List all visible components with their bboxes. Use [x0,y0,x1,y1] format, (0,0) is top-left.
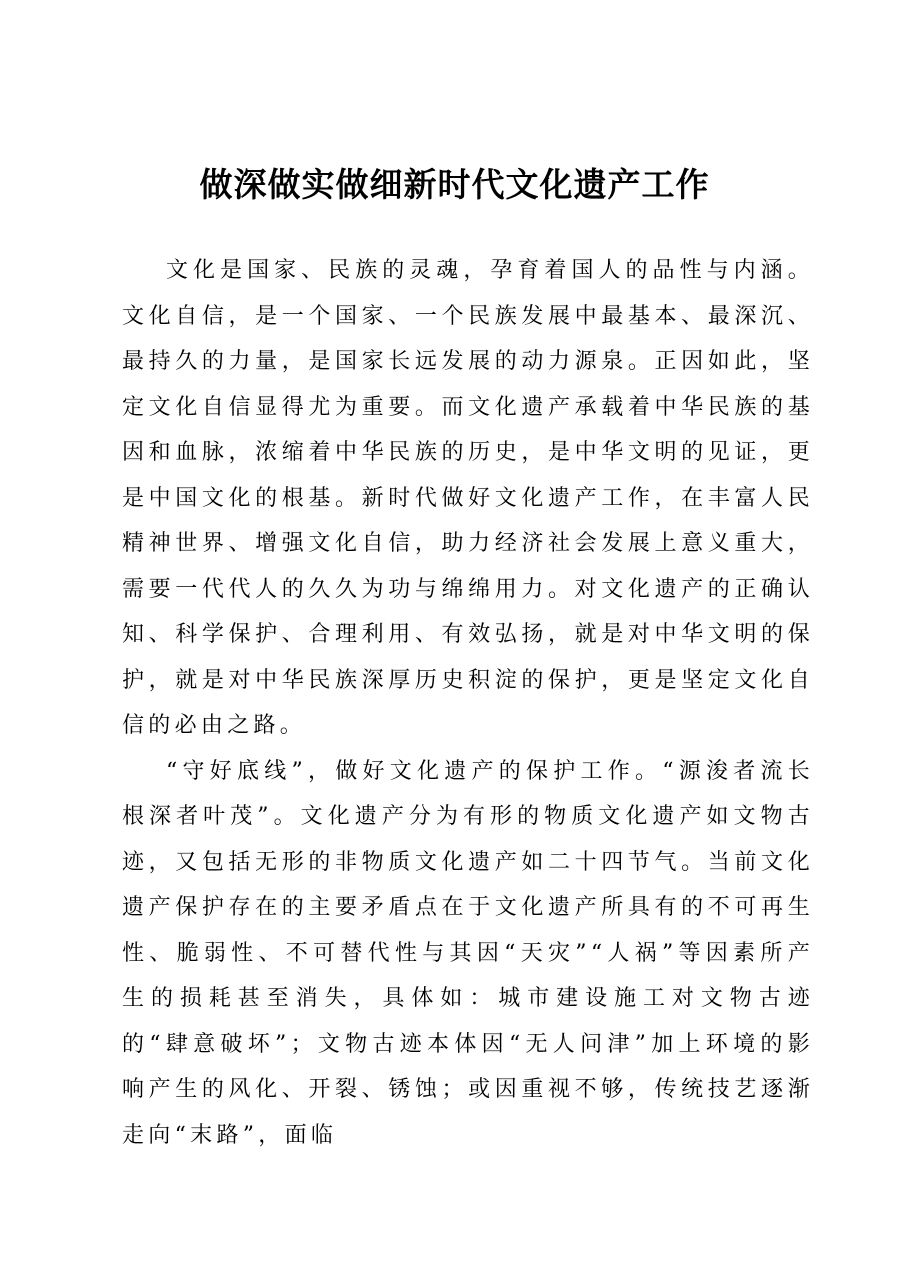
document-title: 做深做实做细新时代文化遗产工作 [199,165,710,204]
document-body [122,248,814,1158]
paragraph-2: “守好底线”，做好文化遗产的保护工作。“源浚者流长根深者叶茂”。文化遗产分为有形的物质文化遗产如文物古迹，又包括无形的非物质文化遗产如二十四节气。当前文化遗产保护存在的主要矛盾点在于文化遗产所具有的不可再生性、脆弱性、不可替代性与其因“天灾”“人祸”等因素所产生的损耗甚至消失，具体如：城市建设施工对文物古迹的“肆意破坏”；文物古迹本体因“无人问津”加上环境的影响产生的风化、开裂、锈蚀；或因重视不够，传统技艺逐渐走向“末路”，面临 [122,758,814,1148]
paragraph-1: 文化是国家、民族的灵魂，孕育着国人的品性与内涵。文化自信，是一个国家、一个民族发展中最基本、最深沉、最持久的力量，是国家长远发展的动力源泉。正因如此，坚定文化自信显得尤为重要。而文化遗产承载着中华民族的基因和血脉，浓缩着中华民族的历史，是中华文明的见证，更是中国文化的根基。新时代做好文化遗产工作，在丰富人民精神世界、增强文化自信，助力经济社会发展上意义重大，需要一代代人的久久为功与绵绵用力。对文化遗产的正确认知、科学保护、合理利用、有效弘扬，就是对中华文明的保护，就是对中华民族深厚历史积淀的保护，更是坚定文化自信的必由之路。 [122,258,814,738]
